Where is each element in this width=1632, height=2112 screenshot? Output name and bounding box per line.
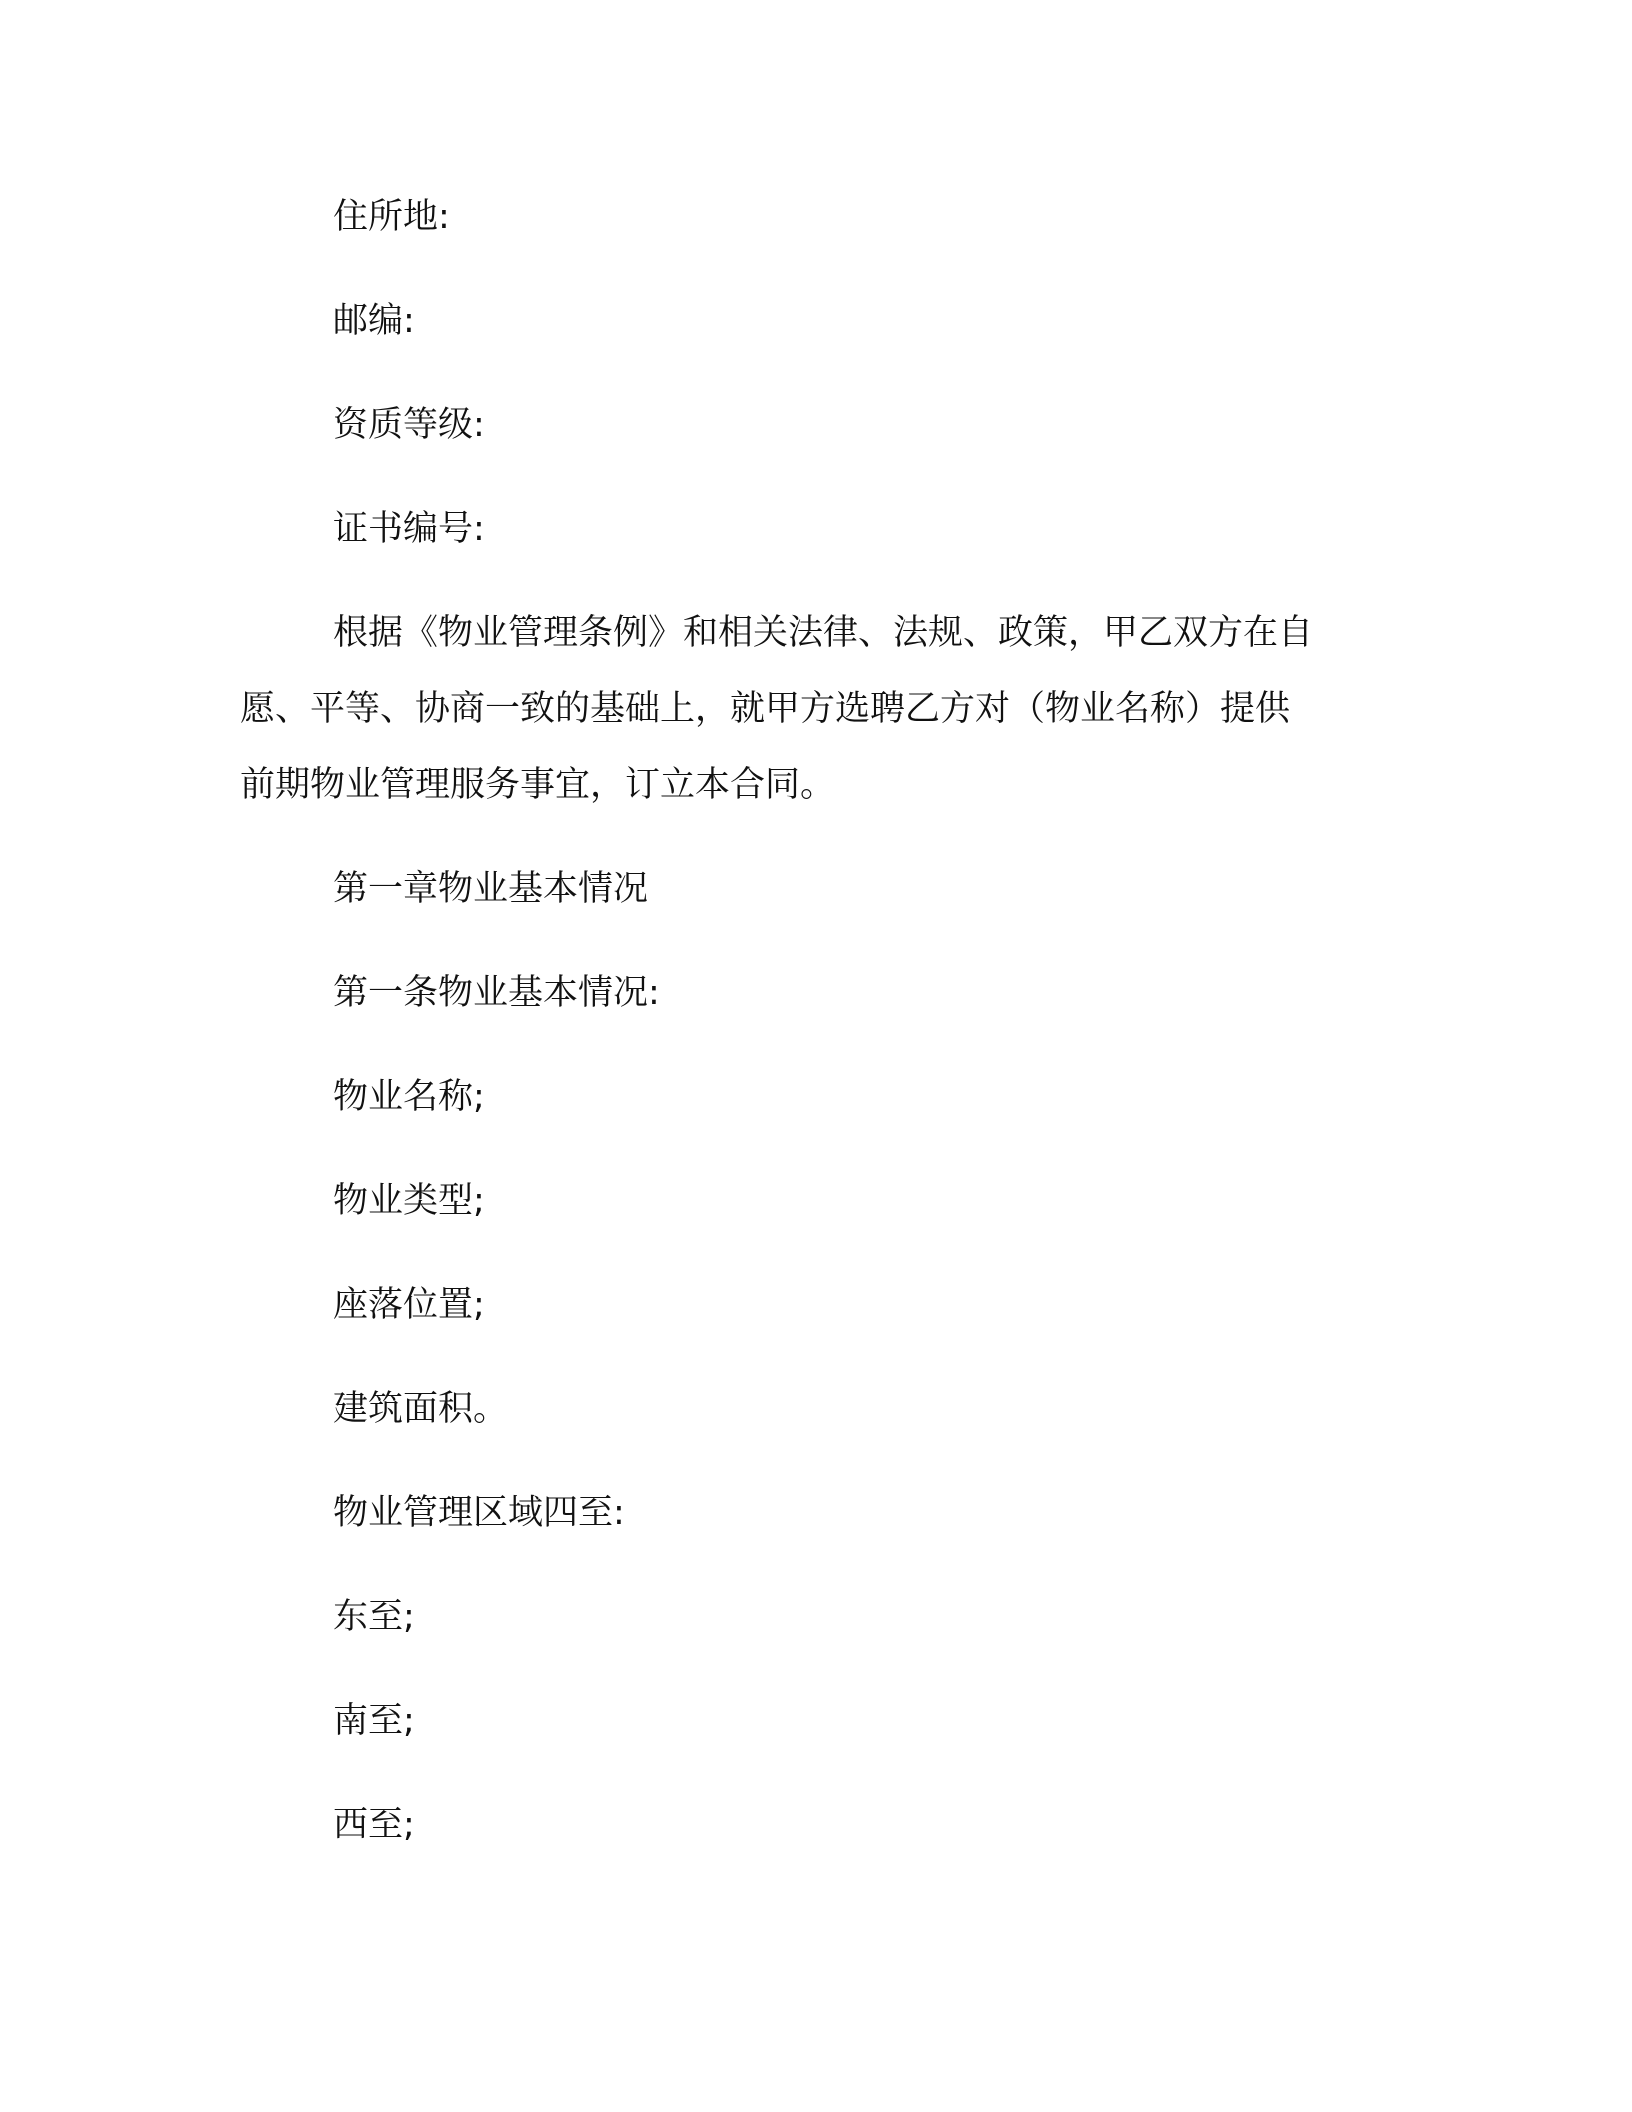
field-certificate-number: 证书编号: [333,509,485,549]
chapter-title: 第一章物业基本情况 [333,869,649,909]
boundary-south: 南至; [333,1701,415,1741]
intro-paragraph-line-3: 前期物业管理服务事宜，订立本合同。 [240,765,836,805]
building-area-item: 建筑面积。 [333,1389,509,1429]
intro-paragraph-line-1: 根据《物业管理条例》和相关法律、法规、政策，甲乙双方在自 [333,613,1314,653]
boundary-west: 西至; [333,1805,415,1845]
field-postcode: 邮编: [333,301,415,341]
boundary-heading: 物业管理区域四至: [333,1493,625,1533]
boundary-east: 东至; [333,1597,415,1637]
intro-paragraph-line-2: 愿、平等、协商一致的基础上，就甲方选聘乙方对（物业名称）提供 [240,689,1291,729]
field-qualification-level: 资质等级: [333,405,485,445]
property-location-item: 座落位置; [333,1285,485,1325]
property-type-item: 物业类型; [333,1181,485,1221]
property-name-item: 物业名称; [333,1077,485,1117]
field-address: 住所地: [333,197,450,237]
article-title: 第一条物业基本情况: [333,973,660,1013]
